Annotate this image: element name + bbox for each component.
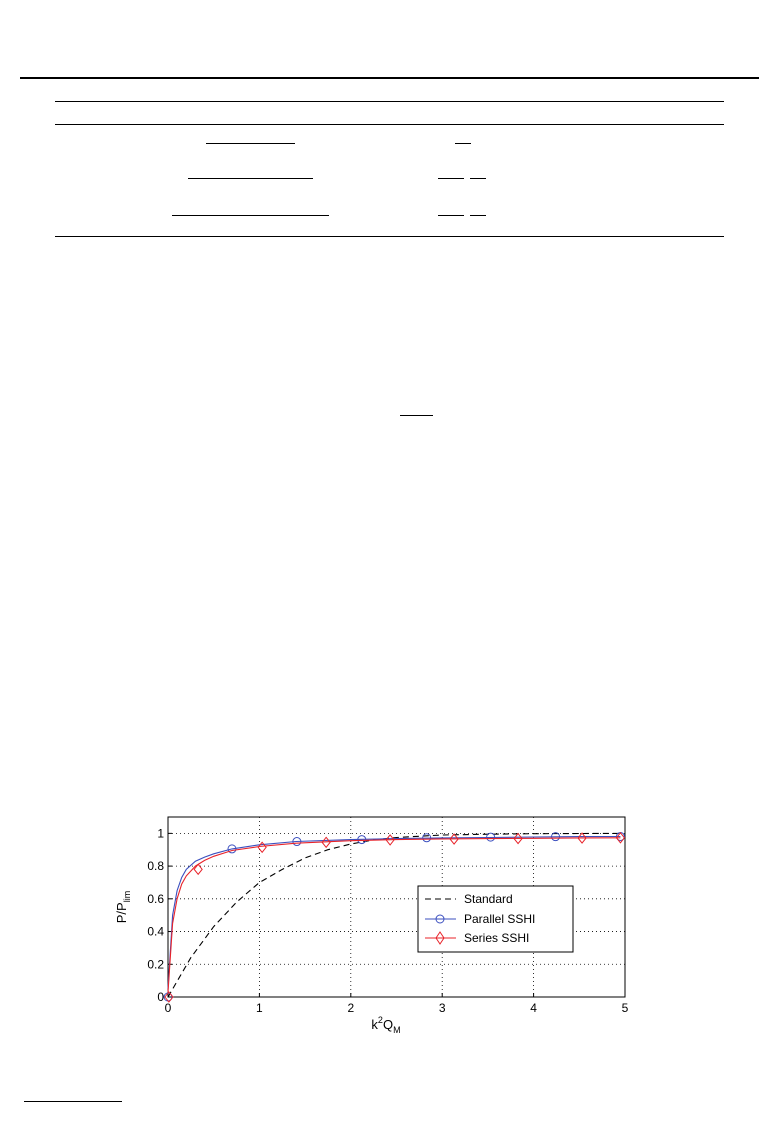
y-tick-label: 0.2 [147,957,164,972]
y-tick-label: 1 [157,826,164,841]
fraction-bar [206,143,295,144]
table-top-rule [55,101,724,102]
legend-label-series-sshi: Series SSHI [464,931,530,945]
equation-fraction-bar [400,415,433,416]
x-tick-label: 5 [621,1001,629,1015]
legend [418,886,573,952]
y-tick-label: 0.4 [147,924,164,939]
x-tick-label: 3 [438,1001,446,1015]
fraction-bar [455,143,471,144]
footnote-rule [24,1101,122,1102]
table-header-rule [55,124,724,125]
fraction-bar [188,178,313,179]
fraction-bar [172,215,329,216]
x-tick-label: 4 [530,1001,537,1015]
y-tick-label: 0 [157,990,164,1004]
x-tick-label: 1 [256,1001,263,1015]
legend-label-standard: Standard [464,892,513,906]
fraction-bar [470,215,486,216]
y-tick-label: 0.6 [147,891,164,906]
x-tick-label: 0 [164,1001,172,1015]
legend-label-parallel-sshi: Parallel SSHI [464,912,536,926]
y-tick-label: 0.8 [147,859,164,874]
fraction-bar [438,215,464,216]
y-axis-label: $P/P_{lim}$ [114,890,132,924]
x-axis-label: $k^2Q_M$ [371,1015,401,1035]
table-bottom-rule [55,236,724,237]
header-rule [20,77,759,79]
fraction-bar [470,178,486,179]
fraction-bar [438,178,464,179]
power-ratio-chart [100,805,660,1045]
x-tick-label: 2 [347,1001,355,1015]
